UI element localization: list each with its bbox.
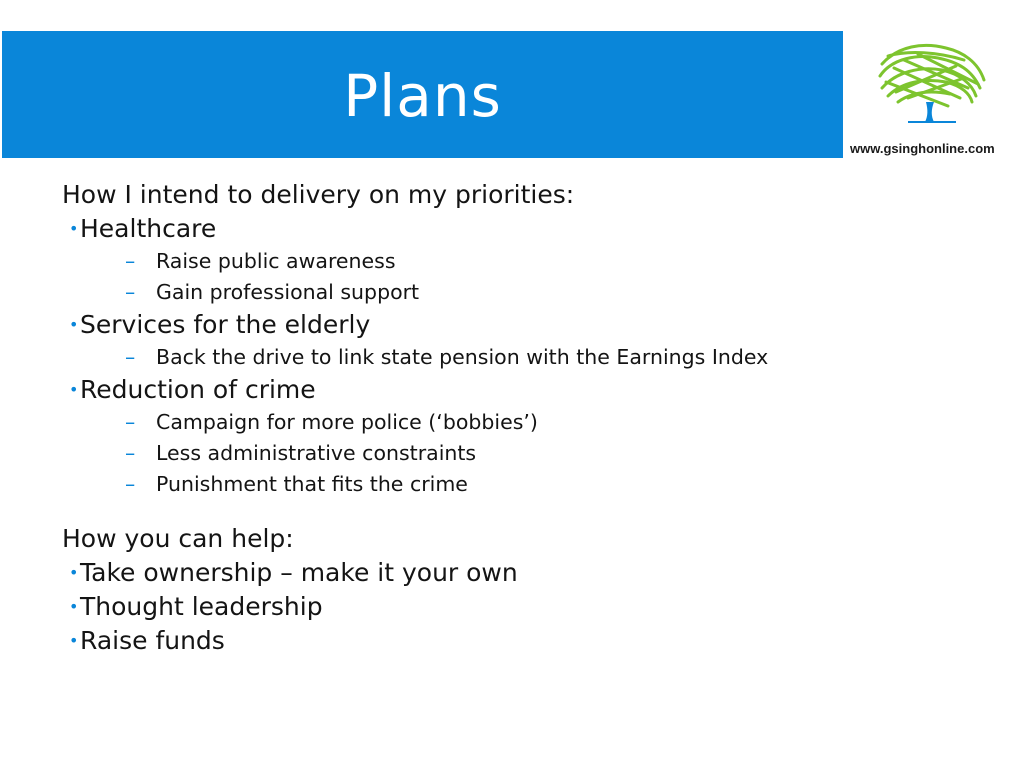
bullet-crime [62,373,962,407]
website-url: www.gsinghonline.com [850,141,995,156]
sub-item [62,438,962,469]
section-spacer [62,500,962,522]
bullet-healthcare [62,212,962,246]
sub-dash: – [125,441,136,465]
tree-logo-icon [868,36,998,136]
slide-title: Plans [343,62,502,130]
bullet-label: Thought leadership [80,592,323,621]
slide-body [62,178,962,658]
bullet-help [62,624,962,658]
bullet-elderly [62,308,962,342]
sub-item [62,246,962,277]
bullet-dot: • [69,219,79,238]
help-heading: How you can help: [62,524,294,553]
sub-label: Back the drive to link state pension with the Earnings Index [156,345,769,369]
sub-item [62,277,962,308]
title-bar [2,31,843,158]
sub-dash: – [125,345,136,369]
sub-label: Punishment that fits the crime [156,472,468,496]
bullet-dot: • [69,315,79,334]
bullet-label: Reduction of crime [80,375,316,404]
sub-dash: – [125,280,136,304]
sub-label: Raise public awareness [156,249,396,273]
bullet-label: Services for the elderly [80,310,371,339]
sub-item [62,342,962,373]
sub-dash: – [125,410,136,434]
bullet-help [62,590,962,624]
bullet-label: Take ownership – make it your own [80,558,518,587]
priorities-heading: How I intend to delivery on my priorities: [62,180,575,209]
bullet-dot: • [69,380,79,399]
sub-dash: – [125,249,136,273]
sub-label: Campaign for more police (‘bobbies’) [156,410,538,434]
bullet-dot: • [69,563,79,582]
bullet-label: Healthcare [80,214,217,243]
bullet-help [62,556,962,590]
bullet-label: Raise funds [80,626,225,655]
bullet-dot: • [69,631,79,650]
sub-label: Less administrative constraints [156,441,477,465]
sub-item [62,469,962,500]
sub-label: Gain professional support [156,280,420,304]
sub-dash: – [125,472,136,496]
bullet-dot: • [69,597,79,616]
sub-item [62,407,962,438]
